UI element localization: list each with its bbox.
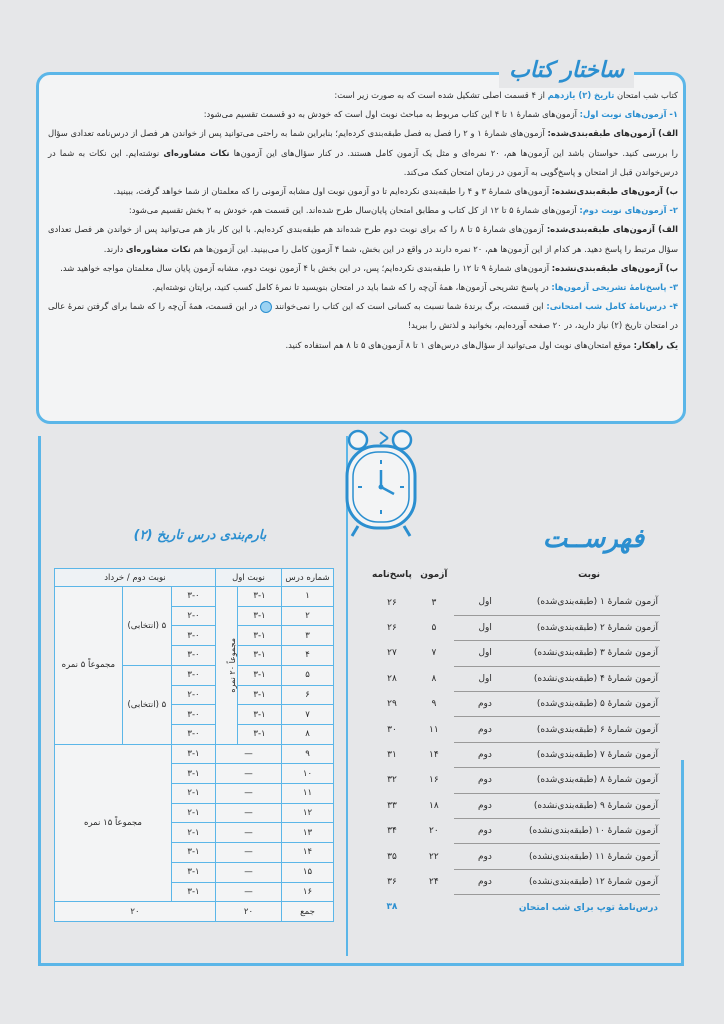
index-exam-name: آزمون شمارهٔ ۱۲ (طبقه‌بندی‌نشده)	[494, 869, 660, 894]
index-answers-page: ۳۲	[387, 775, 397, 786]
scoring-first-range: ۳-۱	[238, 685, 282, 705]
scoring-first-range: ۳-۱	[238, 626, 282, 646]
index-exam-name: آزمون شمارهٔ ۳ (طبقه‌بندی‌نشده)	[494, 641, 660, 666]
scoring-second-range: ۲-۰	[172, 685, 216, 705]
scoring-lesson: ۱۲	[282, 803, 334, 823]
index-exam-round: اول	[454, 666, 494, 691]
index-exam-round: دوم	[454, 844, 494, 869]
index-exam-page: ۱۸	[429, 800, 439, 811]
index-answers-page: ۲۷	[387, 648, 397, 659]
index-final-page: ۳۸	[386, 902, 398, 913]
scoring-second-range: ۲-۱	[172, 803, 216, 823]
scoring-lesson: ۱۵	[282, 862, 334, 882]
index-row	[370, 590, 660, 615]
index-row	[370, 742, 660, 767]
scoring-first-range: ۳-۱	[238, 724, 282, 744]
index-exam-page: ۱۴	[429, 750, 439, 761]
scoring-lesson: ۱۳	[282, 823, 334, 843]
index-exam-page: ۷	[431, 648, 437, 659]
scoring-lesson: ۹	[282, 744, 334, 764]
index-row	[370, 869, 660, 894]
scoring-optional: ۵ (انتخابی)	[122, 665, 171, 744]
section-1b-heading: ب) آزمون‌های طبقه‌بندی‌نشده:	[551, 186, 678, 197]
index-row	[370, 666, 660, 691]
intro-paragraph: کتاب شب امتحان تاریخ (۲) یازدهم از ۴ قسمت اصلی تشکیل شده است که به صورت زیر است:	[334, 90, 678, 100]
scoring-sum-second: ۲۰	[55, 902, 216, 922]
section-1b: ب) آزمون‌های طبقه‌بندی‌نشده: آزمون‌های شمارهٔ ۳ و ۴ را طبقه‌بندی نکرده‌ایم تا دو آزمون نوبت اول مشابه آزمونی را که معلمتان از شما خواهد گرفت، ببینید.	[113, 186, 678, 197]
index-exam-name: آزمون شمارهٔ ۱۰ (طبقه‌بندی‌نشده)	[494, 819, 660, 844]
section-4-heading: ۴- درس‌نامهٔ کامل شب امتحانی:	[546, 301, 678, 312]
index-exam-round: دوم	[454, 869, 494, 894]
index-exam-page: ۱۶	[429, 775, 439, 786]
index-exam-name: آزمون شمارهٔ ۴ (طبقه‌بندی‌نشده)	[494, 666, 660, 691]
scoring-first-range: ۳-۱	[238, 705, 282, 725]
scoring-lesson: ۱۴	[282, 843, 334, 863]
index-header-answers: پاسخ‌نامه	[372, 570, 412, 580]
structure-title: ساختار کتاب	[499, 56, 634, 88]
section-2b-heading: ب) آزمون‌های طبقه‌بندی‌نشده:	[551, 262, 678, 273]
index-exam-round: دوم	[454, 717, 494, 742]
scoring-lesson: ۳	[282, 626, 334, 646]
scoring-first-range: ۳-۱	[238, 606, 282, 626]
scoring-second-total-a: مجموعاً ۵ نمره	[55, 587, 123, 745]
scoring-optional: ۵ (انتخابی)	[122, 587, 171, 666]
scoring-second-range: ۳-۱	[172, 882, 216, 902]
index-header-spacer	[454, 570, 494, 590]
section-2-heading: ۲- آزمون‌های نوبت دوم:	[579, 205, 678, 216]
index-answers-page: ۲۸	[387, 673, 397, 684]
section-1a-heading: الف) آزمون‌های طبقه‌بندی‌شده:	[547, 128, 679, 139]
scoring-lesson: ۱۶	[282, 882, 334, 902]
scoring-second-range: ۳-۰	[172, 587, 216, 607]
index-answers-page: ۳۰	[387, 724, 397, 735]
index-row	[370, 844, 660, 869]
section-3: ۳- پاسخ‌نامهٔ تشریحی آزمون‌ها: در پاسخ تشریحی آزمون‌ها، همهٔ آن‌چه را که شما باید در امتحان بنویسید تا نمرهٔ کامل کسب کنید، برایتان نوشته‌ایم.	[152, 282, 678, 293]
scoring-second-range: ۳-۱	[172, 843, 216, 863]
index-exam-page: ۸	[431, 673, 437, 684]
index-exam-name: آزمون شمارهٔ ۱۱ (طبقه‌بندی‌نشده)	[494, 844, 660, 869]
index-exam-round: دوم	[454, 768, 494, 793]
index-exam-name: آزمون شمارهٔ ۶ (طبقه‌بندی‌شده)	[494, 717, 660, 742]
scoring-header-lesson: شماره درس	[282, 569, 334, 587]
scoring-lesson: ۶	[282, 685, 334, 705]
scoring-lesson: ۱۱	[282, 784, 334, 804]
scoring-lesson: ۸	[282, 724, 334, 744]
scoring-second-range: ۳-۰	[172, 705, 216, 725]
section-2: ۲- آزمون‌های نوبت دوم: آزمون‌های شمارهٔ ۵ تا ۱۲ از کل کتاب و مطابق امتحان پایان‌سال طرح شده‌اند. این قسمت هم، خودش به ۲ بخش تقسیم می‌شود:	[128, 205, 678, 216]
index-exam-round: اول	[454, 590, 494, 615]
scoring-second-total-b: مجموعاً ۱۵ نمره	[55, 744, 172, 902]
scoring-table	[54, 568, 334, 922]
section-4: ۴- درس‌نامهٔ کامل شب امتحانی: این قسمت، برگ برندهٔ شما نسبت به کسانی است که این کتاب را نمی‌خوانند در این قسمت، همهٔ آن‌چه را که شما برای گرفتن نمرهٔ عالی در امتحان تاریخ (۲) نیاز دارید، در ۲۰ صفحه آورده‌ایم، بخوانید و لذتش را ببرید!	[48, 301, 678, 331]
index-answers-page: ۳۳	[387, 800, 397, 811]
scoring-second-range: ۳-۰	[172, 646, 216, 666]
index-exam-page: ۹	[431, 699, 437, 710]
scoring-second-range: ۳-۱	[172, 744, 216, 764]
index-title: فهرســت	[542, 524, 644, 554]
scoring-first-dash: —	[216, 882, 282, 902]
index-exam-round: دوم	[454, 742, 494, 767]
index-exam-page: ۲۴	[429, 876, 439, 887]
scoring-first-dash: —	[216, 862, 282, 882]
index-exam-round: اول	[454, 641, 494, 666]
index-answers-page: ۲۶	[387, 623, 397, 634]
scoring-row	[55, 744, 334, 764]
scoring-first-range: ۳-۱	[238, 665, 282, 685]
scoring-row	[55, 587, 334, 607]
index-exam-name: آزمون شمارهٔ ۸ (طبقه‌بندی‌شده)	[494, 768, 660, 793]
scoring-lesson: ۱	[282, 587, 334, 607]
index-exam-page: ۵	[431, 623, 437, 634]
index-exam-round: دوم	[454, 692, 494, 717]
scoring-first-range: ۳-۱	[238, 646, 282, 666]
index-exam-name: آزمون شمارهٔ ۷ (طبقه‌بندی‌شده)	[494, 742, 660, 767]
panel-border-bottom	[38, 963, 684, 966]
index-answers-page: ۲۹	[387, 699, 397, 710]
scoring-first-dash: —	[216, 803, 282, 823]
index-exam-name: آزمون شمارهٔ ۱ (طبقه‌بندی‌شده)	[494, 590, 660, 615]
scoring-lesson: ۴	[282, 646, 334, 666]
scoring-first-dash: —	[216, 784, 282, 804]
scoring-first-dash: —	[216, 823, 282, 843]
scoring-header-first: نوبت اول	[216, 569, 282, 587]
index-exam-page: ۱۱	[429, 724, 439, 735]
index-exam-page: ۲۲	[429, 851, 439, 862]
scoring-title: بارم‌بندی درس تاریخ (۲)	[133, 528, 267, 543]
scoring-second-range: ۲-۰	[172, 606, 216, 626]
scoring-second-range: ۳-۰	[172, 626, 216, 646]
scoring-first-total: مجموعاً ۲۰ نمره	[216, 587, 238, 745]
index-row	[370, 717, 660, 742]
index-exam-page: ۲۰	[429, 826, 439, 837]
section-1a: الف) آزمون‌های طبقه‌بندی‌شده: آزمون‌های شمارهٔ ۱ و ۲ را فصل به فصل طبقه‌بندی کرده‌ایم؛ بنابراین شما به راحتی می‌توانید پس از خواندن هر فصل از درس‌نامه تعدادی سؤال را بررسی کنید. حواستان باشد این آزمون‌ها هم، ۲۰ نمره‌ای و مثل یک آزمون کامل هستند. در کنار سؤال‌های این آزمون‌ها نکات مشاوره‌ای نوشته‌ایم. این نکات به شما در درس‌خواندن قبل از امتحان و پاسخ‌گویی به آزمون در زمان امتحان کمک می‌کند.	[48, 128, 679, 177]
scoring-lesson: ۵	[282, 665, 334, 685]
index-exam-page: ۳	[431, 597, 437, 608]
index-exam-name: آزمون شمارهٔ ۲ (طبقه‌بندی‌شده)	[494, 615, 660, 640]
scoring-first-dash: —	[216, 764, 282, 784]
scoring-second-range: ۳-۱	[172, 862, 216, 882]
scoring-header-second: نوبت دوم / خرداد	[55, 569, 216, 587]
scoring-first-range: ۳-۱	[238, 587, 282, 607]
scoring-sum-row	[55, 902, 334, 922]
section-2a: الف) آزمون‌های طبقه‌بندی‌شده: آزمون‌های شمارهٔ ۵ تا ۸ را که برای نوبت دوم طرح شده‌اند هم طبقه‌بندی کرده‌ایم. با این کار باز هم می‌توانید پس از خواندن هر فصل تعدادی سؤال مرتبط را پاسخ دهید. هر کدام از این آزمون‌ها هم، ۲۰ نمره دارند در واقع در این بخش، شما ۴ آزمون کامل را می‌بینید. این آزمون‌ها هم نکات مشاوره‌ای دارند.	[48, 224, 678, 254]
section-2a-heading: الف) آزمون‌های طبقه‌بندی‌شده:	[546, 224, 678, 235]
scoring-lesson: ۷	[282, 705, 334, 725]
alarm-clock-icon	[344, 428, 420, 540]
tip: یک راهکار: موقع امتحان‌های نوبت اول می‌توانید از سؤال‌های درس‌های ۱ تا ۸ آزمون‌های ۵ تا ۸ هم استفاده کنید.	[285, 339, 678, 350]
index-row	[370, 793, 660, 818]
scoring-sum-label: جمع	[282, 902, 334, 922]
index-final-name: درس‌نامهٔ توپ برای شب امتحان	[518, 902, 658, 913]
book-subject: تاریخ (۲) یازدهم	[547, 90, 615, 100]
tip-heading: یک راهکار:	[633, 339, 678, 350]
index-row	[370, 615, 660, 640]
index-answers-page: ۳۱	[387, 750, 397, 761]
scoring-first-dash: —	[216, 843, 282, 863]
scoring-second-range: ۳-۰	[172, 724, 216, 744]
index-row	[370, 692, 660, 717]
scoring-first-dash: —	[216, 744, 282, 764]
scoring-second-range: ۲-۱	[172, 823, 216, 843]
structure-text	[48, 86, 678, 355]
index-row	[370, 641, 660, 666]
index-answers-page: ۳۶	[387, 876, 397, 887]
index-exam-round: دوم	[454, 793, 494, 818]
scoring-lesson: ۱۰	[282, 764, 334, 784]
section-2b: ب) آزمون‌های طبقه‌بندی‌نشده: آزمون‌های شمارهٔ ۹ تا ۱۲ را طبقه‌بندی نکرده‌ایم؛ پس، در این بخش با ۴ آزمون نوبت دوم، مشابه آزمون پایان سال معلمتان مواجه خواهید شد.	[60, 262, 678, 273]
index-header-round: نوبت	[578, 570, 600, 580]
scoring-lesson: ۲	[282, 606, 334, 626]
scoring-second-range: ۳-۰	[172, 665, 216, 685]
index-answers-page: ۲۶	[387, 597, 397, 608]
scoring-sum-first: ۲۰	[216, 902, 282, 922]
index-exam-round: دوم	[454, 819, 494, 844]
index-row-final	[370, 895, 660, 920]
section-1-heading: ۱- آزمون‌های نوبت اول:	[579, 109, 678, 120]
index-header-exam: آزمون	[420, 570, 448, 580]
index-answers-page: ۳۴	[387, 826, 397, 837]
index-table	[370, 570, 660, 920]
index-exam-name: آزمون شمارهٔ ۵ (طبقه‌بندی‌شده)	[494, 692, 660, 717]
section-1: ۱- آزمون‌های نوبت اول: آزمون‌های شمارهٔ ۱ تا ۴ این کتاب مربوط به مباحث نوبت اول است که خودش به دو قسمت تقسیم می‌شود:	[203, 109, 678, 120]
section-3-heading: ۳- پاسخ‌نامهٔ تشریحی آزمون‌ها:	[551, 282, 678, 293]
scoring-second-range: ۳-۱	[172, 764, 216, 784]
panel-border-left	[38, 436, 41, 966]
index-row	[370, 819, 660, 844]
smiley-icon	[260, 301, 272, 313]
index-answers-page: ۳۵	[387, 851, 397, 862]
scoring-second-range: ۲-۱	[172, 784, 216, 804]
panel-border-right	[681, 760, 684, 966]
index-row	[370, 768, 660, 793]
index-exam-name: آزمون شمارهٔ ۹ (طبقه‌بندی‌نشده)	[494, 793, 660, 818]
index-exam-round: اول	[454, 615, 494, 640]
